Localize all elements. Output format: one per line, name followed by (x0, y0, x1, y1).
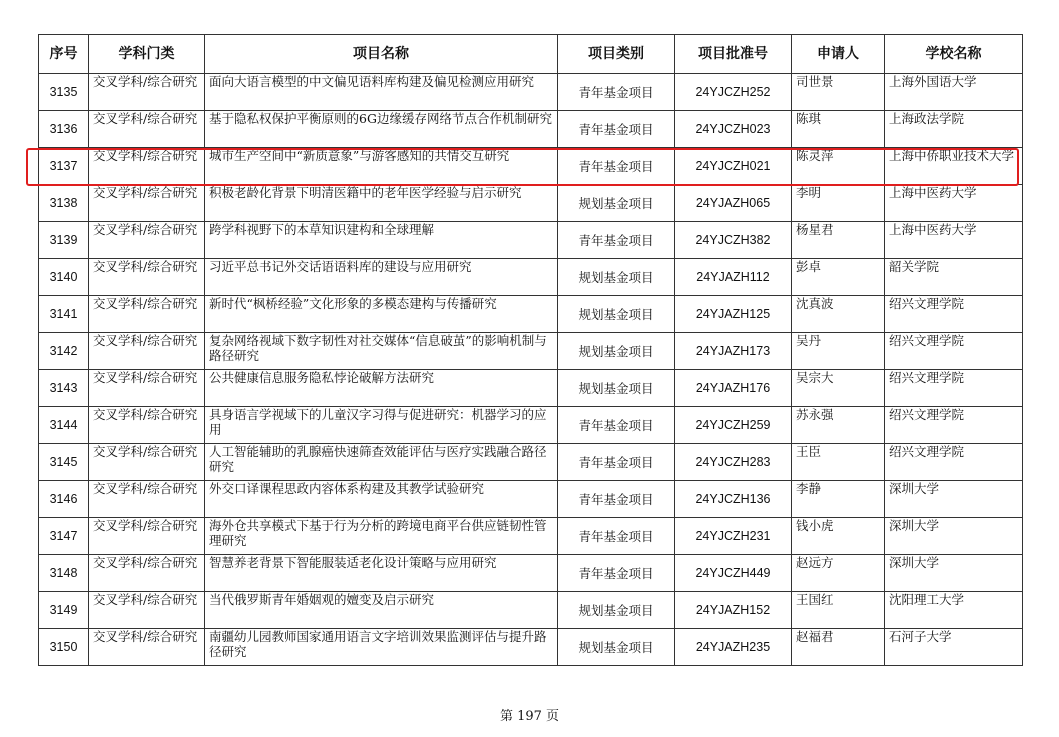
school-cell: 韶关学院 (885, 259, 1023, 296)
field-cell: 交叉学科/综合研究 (89, 518, 205, 555)
school-cell: 上海外国语大学 (885, 74, 1023, 111)
code-cell: 24YJAZH235 (675, 629, 792, 666)
applicant-cell: 吴丹 (792, 333, 885, 370)
table-row (39, 185, 1023, 222)
title-cell: 新时代“枫桥经验”文化形象的多模态建构与传播研究 (205, 296, 558, 333)
school-cell: 深圳大学 (885, 518, 1023, 555)
title-cell: 具身语言学视域下的儿童汉字习得与促进研究：机器学习的应用 (205, 407, 558, 444)
serial-cell: 3148 (39, 555, 89, 592)
title-cell: 外交口译课程思政内容体系构建及其教学试验研究 (205, 481, 558, 518)
header-category: 项目类别 (558, 35, 675, 74)
school-cell: 上海中医药大学 (885, 222, 1023, 259)
title-cell: 面向大语言模型的中文偏见语料库构建及偏见检测应用研究 (205, 74, 558, 111)
category-cell: 规划基金项目 (558, 629, 675, 666)
code-cell: 24YJCZH382 (675, 222, 792, 259)
applicant-cell: 吴宗大 (792, 370, 885, 407)
field-cell: 交叉学科/综合研究 (89, 407, 205, 444)
applicant-cell: 王国红 (792, 592, 885, 629)
applicant-cell: 彭卓 (792, 259, 885, 296)
table-row (39, 481, 1023, 518)
code-cell: 24YJCZH449 (675, 555, 792, 592)
table-header-row (39, 35, 1023, 74)
applicant-cell: 王臣 (792, 444, 885, 481)
category-cell: 青年基金项目 (558, 148, 675, 185)
serial-cell: 3135 (39, 74, 89, 111)
serial-cell: 3149 (39, 592, 89, 629)
category-cell: 规划基金项目 (558, 592, 675, 629)
serial-cell: 3143 (39, 370, 89, 407)
school-cell: 绍兴文理学院 (885, 296, 1023, 333)
table-row (39, 629, 1023, 666)
applicant-cell: 李明 (792, 185, 885, 222)
serial-cell: 3144 (39, 407, 89, 444)
title-cell: 习近平总书记外交话语语料库的建设与应用研究 (205, 259, 558, 296)
applicant-cell: 杨星君 (792, 222, 885, 259)
title-cell: 公共健康信息服务隐私悖论破解方法研究 (205, 370, 558, 407)
table-row (39, 444, 1023, 481)
applicant-cell: 赵远方 (792, 555, 885, 592)
school-cell: 深圳大学 (885, 555, 1023, 592)
table-row (39, 333, 1023, 370)
table-row (39, 370, 1023, 407)
field-cell: 交叉学科/综合研究 (89, 333, 205, 370)
code-cell: 24YJAZH125 (675, 296, 792, 333)
code-cell: 24YJCZH021 (675, 148, 792, 185)
table-row (39, 592, 1023, 629)
table-row (39, 296, 1023, 333)
code-cell: 24YJAZH152 (675, 592, 792, 629)
field-cell: 交叉学科/综合研究 (89, 444, 205, 481)
table-row (39, 407, 1023, 444)
header-school: 学校名称 (885, 35, 1023, 74)
category-cell: 青年基金项目 (558, 74, 675, 111)
applicant-cell: 李静 (792, 481, 885, 518)
serial-cell: 3137 (39, 148, 89, 185)
category-cell: 青年基金项目 (558, 518, 675, 555)
title-cell: 人工智能辅助的乳腺癌快速筛查效能评估与医疗实践融合路径研究 (205, 444, 558, 481)
category-cell: 青年基金项目 (558, 222, 675, 259)
title-cell: 积极老龄化背景下明清医籍中的老年医学经验与启示研究 (205, 185, 558, 222)
category-cell: 规划基金项目 (558, 185, 675, 222)
school-cell: 上海政法学院 (885, 111, 1023, 148)
school-cell: 上海中侨职业技术大学 (885, 148, 1023, 185)
header-serial: 序号 (39, 35, 89, 74)
category-cell: 规划基金项目 (558, 370, 675, 407)
document-sheet (38, 34, 1022, 666)
category-cell: 青年基金项目 (558, 407, 675, 444)
applicant-cell: 赵福君 (792, 629, 885, 666)
header-title: 项目名称 (205, 35, 558, 74)
page-number: 第 197 页 (499, 709, 560, 724)
serial-cell: 3139 (39, 222, 89, 259)
code-cell: 24YJCZH283 (675, 444, 792, 481)
code-cell: 24YJCZH259 (675, 407, 792, 444)
code-cell: 24YJAZH065 (675, 185, 792, 222)
serial-cell: 3145 (39, 444, 89, 481)
field-cell: 交叉学科/综合研究 (89, 370, 205, 407)
field-cell: 交叉学科/综合研究 (89, 481, 205, 518)
school-cell: 绍兴文理学院 (885, 444, 1023, 481)
serial-cell: 3141 (39, 296, 89, 333)
category-cell: 青年基金项目 (558, 555, 675, 592)
header-code: 项目批准号 (675, 35, 792, 74)
field-cell: 交叉学科/综合研究 (89, 222, 205, 259)
applicant-cell: 陈灵萍 (792, 148, 885, 185)
code-cell: 24YJCZH231 (675, 518, 792, 555)
school-cell: 绍兴文理学院 (885, 370, 1023, 407)
code-cell: 24YJCZH023 (675, 111, 792, 148)
category-cell: 青年基金项目 (558, 111, 675, 148)
title-cell: 海外仓共享模式下基于行为分析的跨境电商平台供应链韧性管理研究 (205, 518, 558, 555)
category-cell: 青年基金项目 (558, 481, 675, 518)
school-cell: 上海中医药大学 (885, 185, 1023, 222)
applicant-cell: 陈琪 (792, 111, 885, 148)
serial-cell: 3142 (39, 333, 89, 370)
serial-cell: 3146 (39, 481, 89, 518)
field-cell: 交叉学科/综合研究 (89, 74, 205, 111)
field-cell: 交叉学科/综合研究 (89, 296, 205, 333)
table-row (39, 148, 1023, 185)
category-cell: 规划基金项目 (558, 333, 675, 370)
field-cell: 交叉学科/综合研究 (89, 592, 205, 629)
title-cell: 当代俄罗斯青年婚姻观的嬗变及启示研究 (205, 592, 558, 629)
applicant-cell: 钱小虎 (792, 518, 885, 555)
school-cell: 绍兴文理学院 (885, 407, 1023, 444)
table-row (39, 555, 1023, 592)
serial-cell: 3147 (39, 518, 89, 555)
title-cell: 复杂网络视域下数字韧性对社交媒体“信息破茧”的影响机制与路径研究 (205, 333, 558, 370)
field-cell: 交叉学科/综合研究 (89, 259, 205, 296)
code-cell: 24YJAZH176 (675, 370, 792, 407)
applicant-cell: 司世景 (792, 74, 885, 111)
field-cell: 交叉学科/综合研究 (89, 111, 205, 148)
serial-cell: 3138 (39, 185, 89, 222)
table-row (39, 222, 1023, 259)
field-cell: 交叉学科/综合研究 (89, 555, 205, 592)
category-cell: 规划基金项目 (558, 259, 675, 296)
applicant-cell: 沈真波 (792, 296, 885, 333)
code-cell: 24YJAZH112 (675, 259, 792, 296)
category-cell: 规划基金项目 (558, 296, 675, 333)
title-cell: 南疆幼儿园教师国家通用语言文字培训效果监测评估与提升路径研究 (205, 629, 558, 666)
table-row (39, 74, 1023, 111)
school-cell: 沈阳理工大学 (885, 592, 1023, 629)
code-cell: 24YJAZH173 (675, 333, 792, 370)
serial-cell: 3150 (39, 629, 89, 666)
field-cell: 交叉学科/综合研究 (89, 629, 205, 666)
applicant-cell: 苏永强 (792, 407, 885, 444)
title-cell: 基于隐私权保护平衡原则的6G边缘缓存网络节点合作机制研究 (205, 111, 558, 148)
code-cell: 24YJCZH252 (675, 74, 792, 111)
school-cell: 绍兴文理学院 (885, 333, 1023, 370)
project-table (38, 34, 1023, 666)
school-cell: 石河子大学 (885, 629, 1023, 666)
table-row (39, 259, 1023, 296)
school-cell: 深圳大学 (885, 481, 1023, 518)
title-cell: 城市生产空间中“新质意象”与游客感知的共情交互研究 (205, 148, 558, 185)
header-field: 学科门类 (89, 35, 205, 74)
code-cell: 24YJCZH136 (675, 481, 792, 518)
serial-cell: 3140 (39, 259, 89, 296)
field-cell: 交叉学科/综合研究 (89, 185, 205, 222)
table-row (39, 518, 1023, 555)
header-applicant: 申请人 (792, 35, 885, 74)
field-cell: 交叉学科/综合研究 (89, 148, 205, 185)
title-cell: 智慧养老背景下智能服装适老化设计策略与应用研究 (205, 555, 558, 592)
table-row (39, 111, 1023, 148)
title-cell: 跨学科视野下的本草知识建构和全球理解 (205, 222, 558, 259)
category-cell: 青年基金项目 (558, 444, 675, 481)
serial-cell: 3136 (39, 111, 89, 148)
